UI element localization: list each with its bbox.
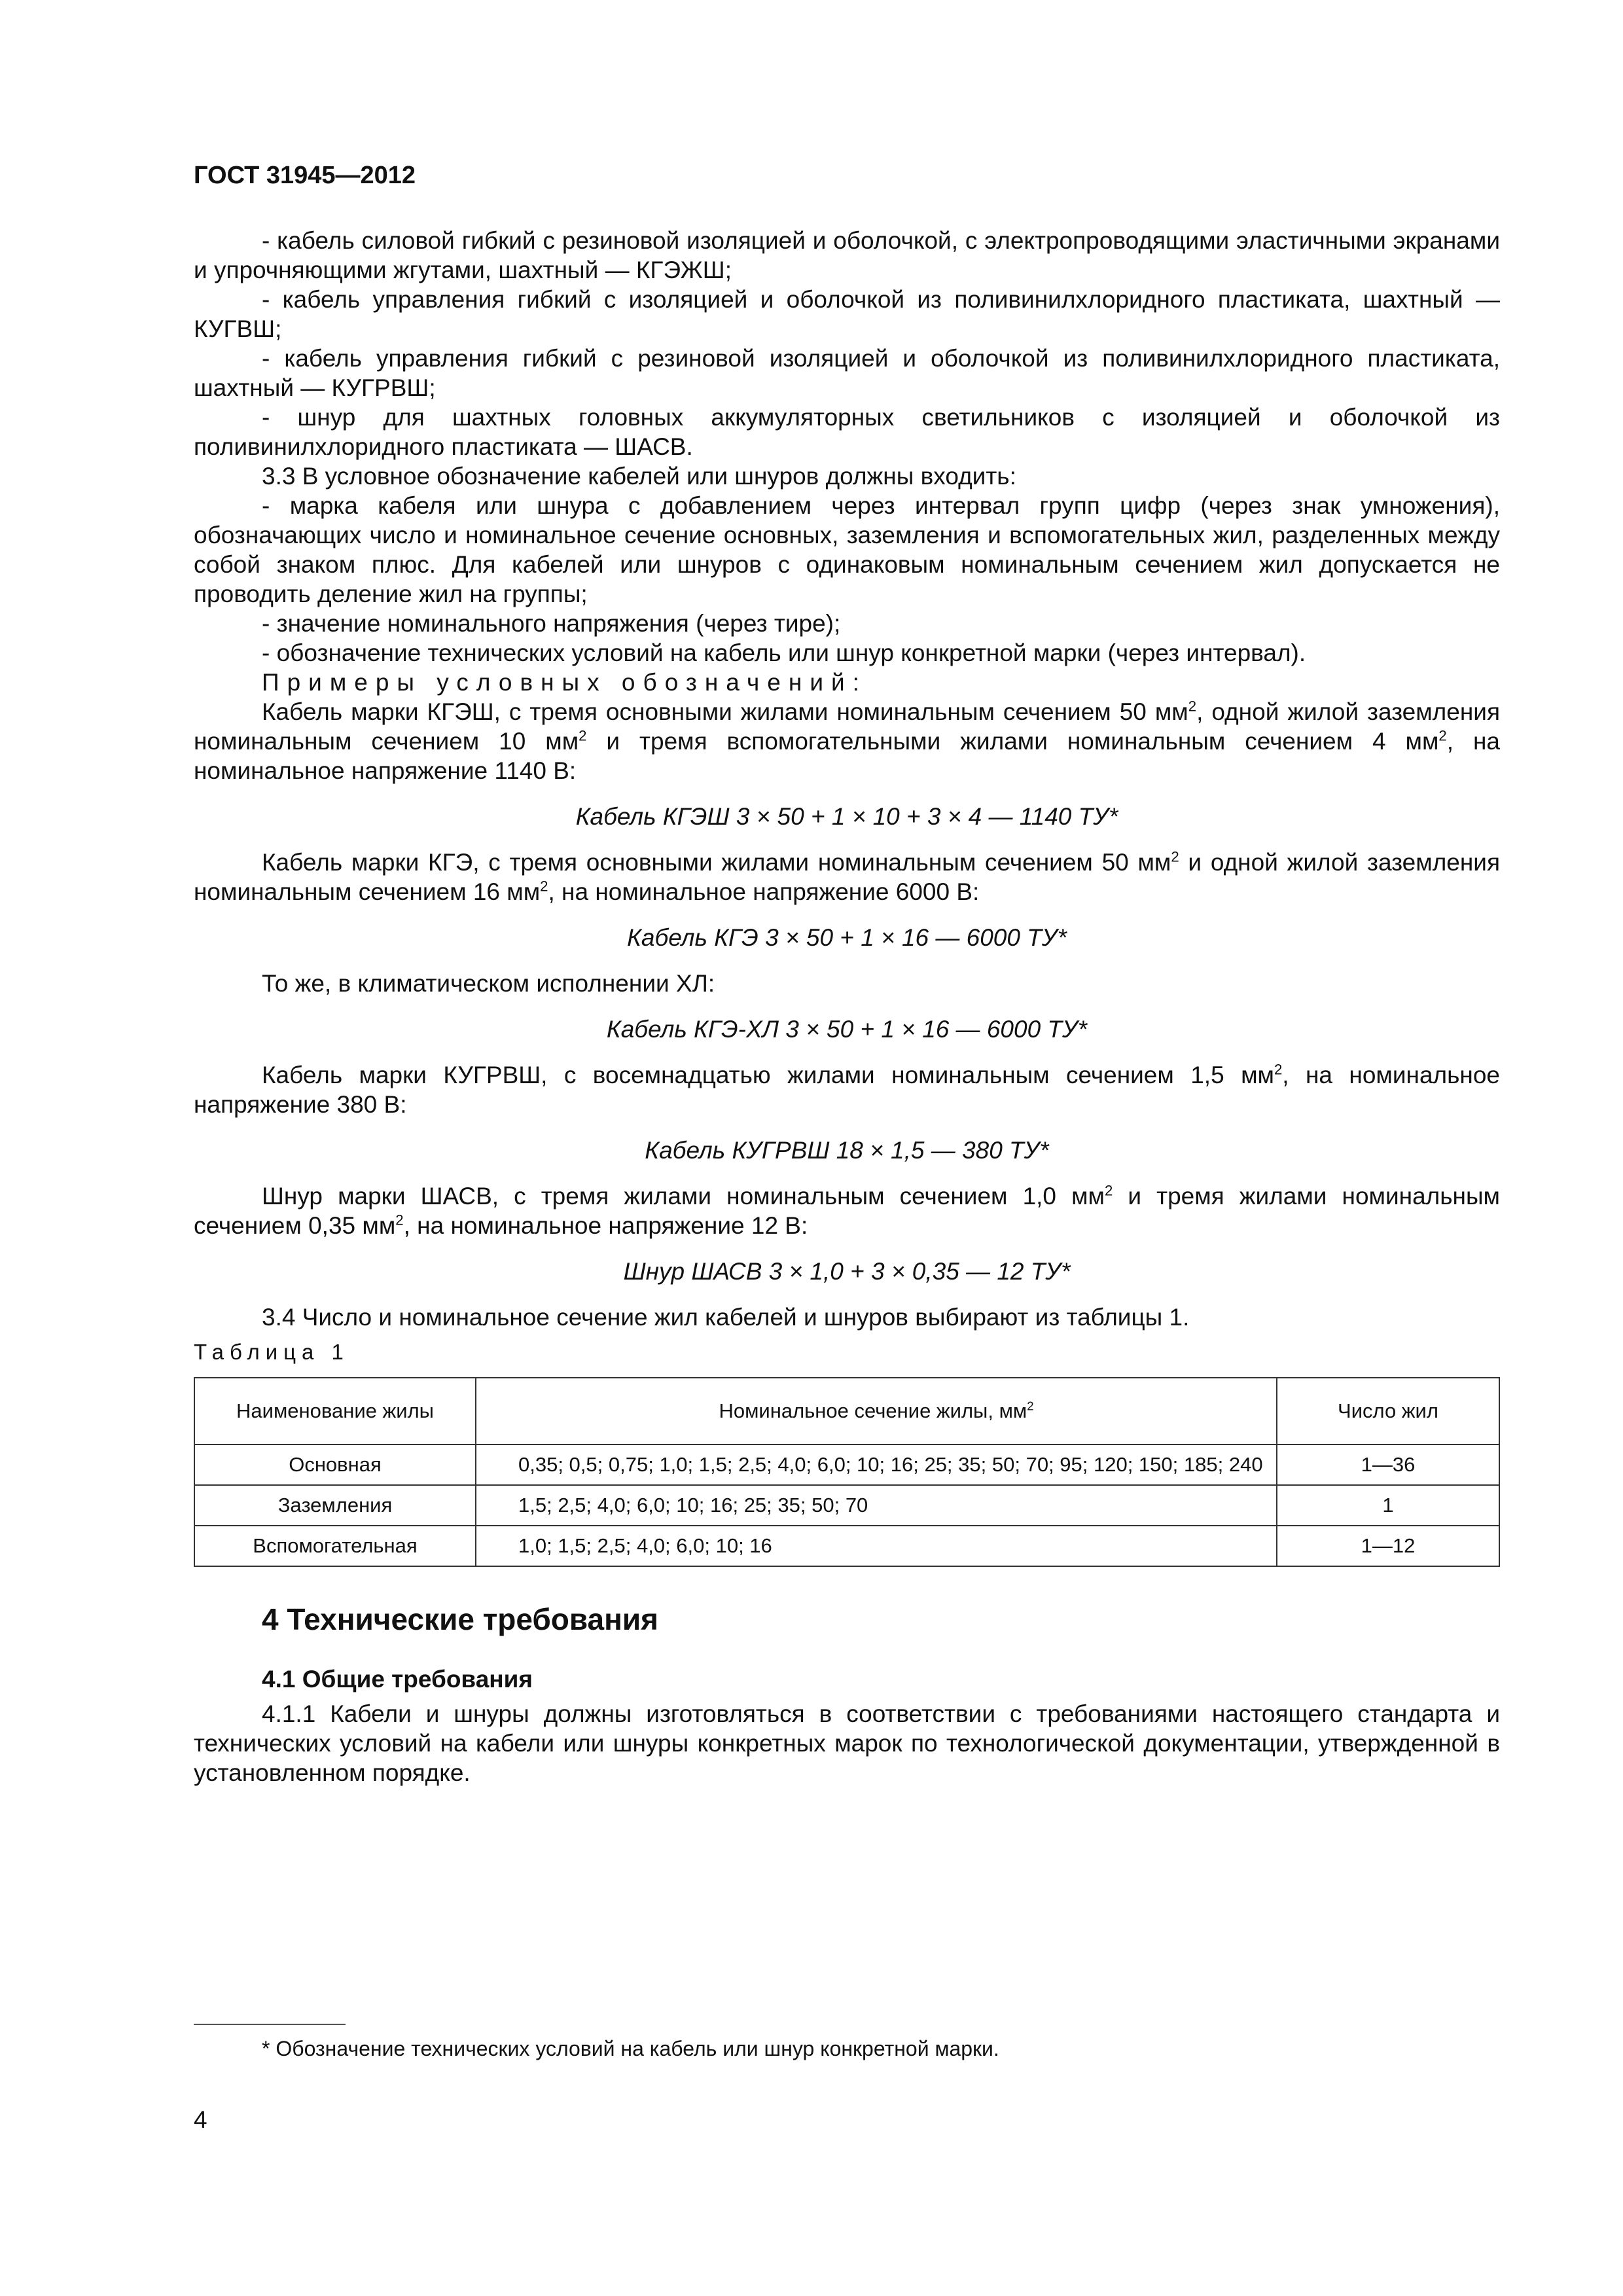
table-cell: Основная — [194, 1444, 476, 1485]
table-header-row — [194, 1378, 1499, 1444]
footnote: * Обозначение технических условий на кабель или шнур конкретной марки. — [262, 2037, 999, 2060]
table-cell: 1,0; 1,5; 2,5; 4,0; 6,0; 10; 16 — [476, 1526, 1277, 1566]
example-2-text: Кабель марки КГЭ, с тремя основными жилами номинальным сечением 50 $мм^2$ и одной жилой заземления номинальным сечением 16 $мм^2$, на номинальное напряжение 6000 В: — [194, 848, 1500, 905]
example-1-text: Кабель марки КГЭШ, с тремя основными жилами номинальным сечением 50 $мм^2$, одной жилой заземления номинальным сечением 10 $мм^2$ и тремя вспомогательными жилами номинальным сечением 4 $мм^2$, на номинальное напряжение 1140 В: — [194, 698, 1500, 784]
table-cell: 1 — [1277, 1485, 1499, 1526]
section-3-4: 3.4 Число и номинальное сечение жил кабелей и шнуров выбирают из таблицы 1. — [262, 1304, 1190, 1331]
paragraph: - кабель управления гибкий с изоляцией и оболочкой из поливинилхлоридного пластиката, шахтный — КУГВШ; — [194, 286, 1500, 342]
table-cell: Вспомогательная — [194, 1526, 476, 1566]
subsection-heading: 4.1 Общие требования — [262, 1666, 533, 1693]
table-cell: 1—36 — [1277, 1444, 1499, 1485]
header-cell: Номинальное сечение жилы, $мм^2$ — [476, 1378, 1277, 1444]
header-cell: Наименование жилы — [194, 1378, 476, 1444]
table-cell: 1,5; 2,5; 4,0; 6,0; 10; 16; 25; 35; 50; 70 — [476, 1485, 1277, 1526]
paragraph: - обозначение технических условий на кабель или шнур конкретной марки (через интервал). — [262, 639, 1306, 666]
page-number: 4 — [194, 2106, 207, 2133]
paragraph: - марка кабеля или шнура с добавлением через интервал групп цифр (через знак умножения), обозначающих число и номинальное сечение основных, заземления и вспомогательных жил, разделенных между собой знаком плюс. Для кабелей или шнуров с одинаковым номинальным сечением жил допускается не проводить деление жил на группы; — [194, 492, 1500, 607]
document-header: ГОСТ 31945—2012 — [194, 162, 416, 189]
example-3-formula: Кабель КГЭ-ХЛ 3 × 50 + 1 × 16 — 6000 ТУ* — [606, 1016, 1088, 1043]
example-5-text: Шнур марки ШАСВ, с тремя жилами номинальным сечением 1,0 $мм^2$ и тремя жилами номинальным сечением 0,35 $мм^2$, на номинальное напряжение 12 В: — [194, 1182, 1500, 1239]
examples-heading: Примеры условных обозначений: — [262, 669, 867, 696]
table-1 — [194, 1377, 1500, 1567]
table-cell: 1—12 — [1277, 1526, 1499, 1566]
example-2-formula: Кабель КГЭ 3 × 50 + 1 × 16 — 6000 ТУ* — [627, 924, 1067, 951]
paragraph: - шнур для шахтных головных аккумуляторных светильников с изоляцией и оболочкой из поливинилхлоридного пластиката — ШАСВ. — [194, 404, 1500, 460]
section-heading: 4 Технические требования — [262, 1602, 658, 1636]
table-caption: Таблица 1 — [194, 1340, 349, 1364]
example-5-formula: Шнур ШАСВ 3 × 1,0 + 3 × 0,35 — 12 ТУ* — [623, 1258, 1071, 1285]
paragraph: - значение номинального напряжения (через тире); — [262, 610, 841, 637]
document-body — [194, 226, 1500, 1787]
example-3-text: То же, в климатическом исполнении ХЛ: — [262, 970, 715, 997]
table-row — [194, 1526, 1499, 1566]
paragraph: - кабель силовой гибкий с резиновой изоляцией и оболочкой, с электропроводящими эластичными экранами и упрочняющими жгутами, шахтный — КГЭЖШ; — [194, 227, 1500, 283]
paragraph: - кабель управления гибкий с резиновой изоляцией и оболочкой из поливинилхлоридного пластиката, шахтный — КУГРВШ; — [194, 345, 1500, 401]
table-row — [194, 1485, 1499, 1526]
header-cell: Число жил — [1277, 1378, 1499, 1444]
example-4-formula: Кабель КУГРВШ 18 × 1,5 — 380 ТУ* — [645, 1137, 1049, 1164]
example-1-formula: Кабель КГЭШ 3 × 50 + 1 × 10 + 3 × 4 — 1140 ТУ* — [575, 803, 1118, 830]
table-cell: Заземления — [194, 1485, 476, 1526]
section-3-3: 3.3 В условное обозначение кабелей или шнуров должны входить: — [262, 463, 1016, 490]
paragraph: 4.1.1 Кабели и шнуры должны изготовляться в соответствии с требованиями настоящего стандарта и технических условий на кабели или шнуры конкретных марок по технологической документации, утвержденной в установленном порядке. — [194, 1700, 1500, 1786]
table-row — [194, 1444, 1499, 1485]
example-4-text: Кабель марки КУГРВШ, с восемнадцатью жилами номинальным сечением 1,5 $мм^2$, на номинальное напряжение 380 В: — [194, 1061, 1500, 1118]
table-cell: 0,35; 0,5; 0,75; 1,0; 1,5; 2,5; 4,0; 6,0; 10; 16; 25; 35; 50; 70; 95; 120; 150; 185; 240 — [476, 1444, 1277, 1485]
footnote-divider — [194, 2024, 346, 2025]
